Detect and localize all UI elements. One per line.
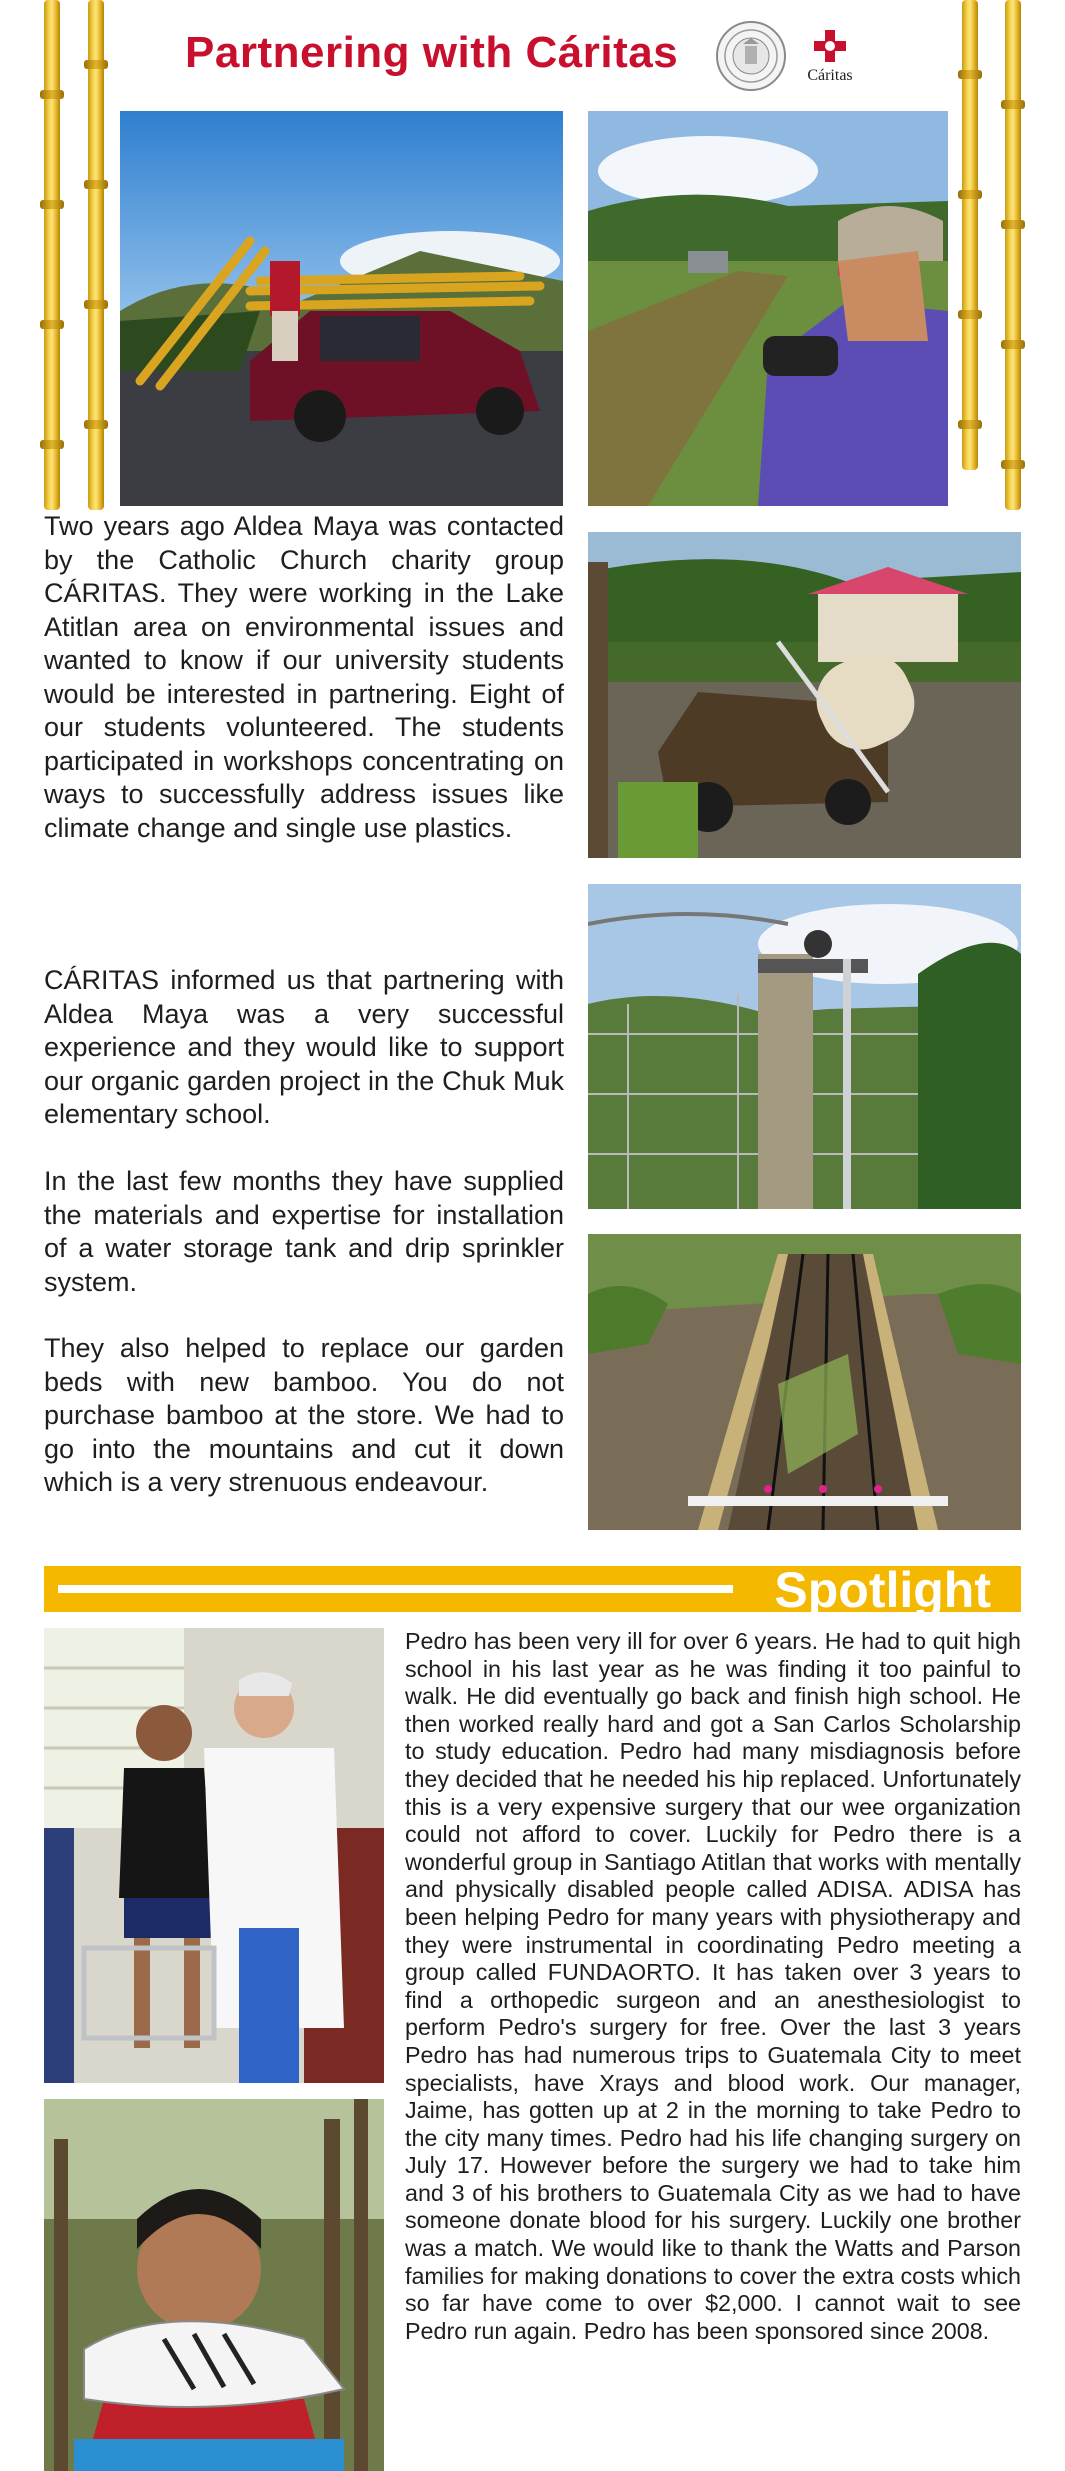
caritas-logo-text: Cáritas bbox=[807, 67, 853, 84]
photo-truck-water-tank bbox=[588, 532, 1021, 858]
photo-pedro-with-doctor bbox=[44, 1628, 384, 2083]
bamboo-pole-right-outer bbox=[1005, 0, 1021, 510]
caritas-logo bbox=[800, 28, 860, 92]
spotlight-banner-line bbox=[58, 1585, 733, 1593]
spotlight-heading: Spotlight bbox=[774, 1562, 991, 1618]
spotlight-story: Pedro has been very ill for over 6 years. He had to quit high school in his last year as he was finding it too painful to walk. He did eventually go back and finish high school. He then worked really hard and got a San Carlos Scholarship to study education. Pedro had many misdiagnosis before they decided that he needed his hip replaced. Unfortunately this is a very expensive surgery that our wee organization could not afford to cover. Luckily for Pedro there is a wonderful group in Santiago Atitlan that works with mentally and physically disabled people called ADISA. ADISA has been helping Pedro for many years with physiotherapy and they were instrumental in coordinating Pedro meeting a group called FUNDAORTO. It has taken over 3 years to find a orthopedic surgeon and an anesthesiologist to perform Pedro's surgery for free. Over the last 3 years Pedro has had numerous trips to Guatemala City to meet specialists, have Xrays and blood work. Our manager, Jaime, has gotten up at 2 in the morning to take Pedro to the city many times. Pedro had his life changing surgery on July 17. However before the surgery we had to take him and 3 of his brothers to Guatemala City as we had to have someone donate blood for his surgery. Luckily one brother was a match. We would like to thank the Watts and Parson families for making donations to cover the extra costs which so far have come to over $2,000. I cannot wait to see Pedro run again. Pedro has been sponsored since 2008. bbox=[405, 1628, 1021, 2344]
photo-boy-with-shoes bbox=[44, 2099, 384, 2471]
photo-truck-bamboo bbox=[120, 111, 563, 506]
article-paragraph-1: Two years ago Aldea Maya was contacted by the Catholic Church charity group CÁRITAS. They were working in the Lake Atitlan area on environmental issues and wanted to know if our university students would be interested in partnering. Eight of our students volunteered. The students participated in workshops concentrating on ways to successfully address issues like climate change and single use plastics. bbox=[44, 511, 564, 843]
photo-filming-hillside bbox=[588, 111, 948, 506]
caritas-cross-icon bbox=[812, 28, 848, 64]
article-paragraph-4: They also helped to replace our garden beds with new bamboo. You do not purchase bamboo at the store. We had to go into the mountains and cut it down which is a very strenuous endeavour. bbox=[44, 1333, 564, 1497]
article-paragraph-2: CÁRITAS informed us that partnering with Aldea Maya was a very successful experience and they would like to support our organic garden project in the Chuk Muk elementary school. bbox=[44, 965, 564, 1129]
photo-tank-platform-construction bbox=[588, 884, 1021, 1209]
bamboo-pole-right-inner bbox=[962, 0, 978, 470]
photo-garden-beds bbox=[588, 1234, 1021, 1530]
page-title: Partnering with Cáritas bbox=[185, 28, 679, 77]
bamboo-pole-left-outer bbox=[44, 0, 60, 510]
church-seal-logo bbox=[715, 20, 787, 92]
spotlight-banner bbox=[44, 1562, 1021, 1618]
bamboo-pole-left-inner bbox=[88, 0, 104, 510]
article-paragraph-3: In the last few months they have supplied the materials and expertise for installation of a water storage tank and drip sprinkler system. bbox=[44, 1166, 564, 1297]
